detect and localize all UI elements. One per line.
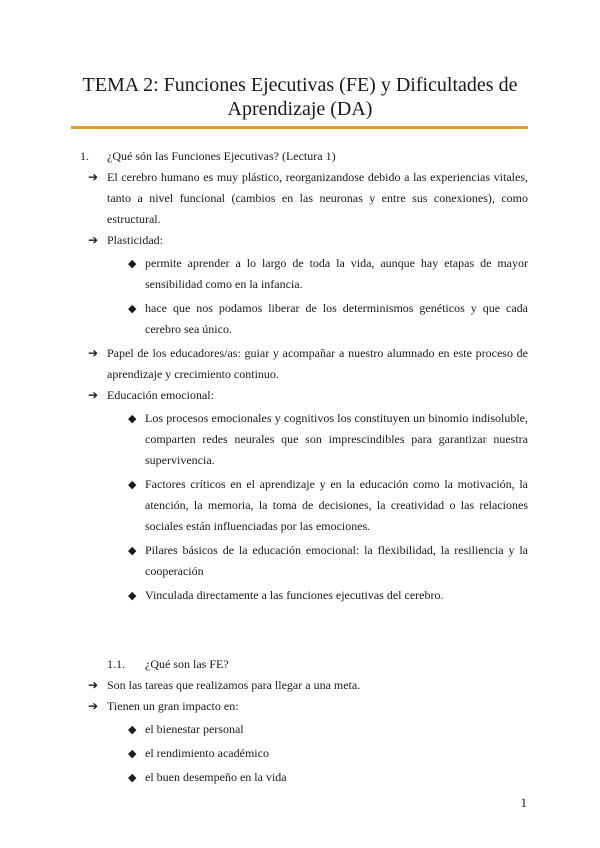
sub-list-item [0, 719, 600, 740]
sub-list-item [0, 408, 600, 471]
arrow-right-icon: ➔ [88, 678, 99, 692]
sub-list-item [0, 743, 600, 764]
list-item [0, 696, 600, 717]
diamond-bullet-icon: ◆ [128, 723, 137, 736]
list-item-text: Plasticidad: [107, 233, 163, 247]
list-item-text: Educación emocional: [107, 388, 214, 402]
sub-list-item-text: permite aprender a lo largo de toda la vida, aunque hay etapas de mayor sensibilidad como en la infancia. [145, 256, 528, 291]
arrow-right-icon: ➔ [88, 170, 99, 184]
section-number: 1. [80, 149, 89, 163]
list-item [0, 167, 600, 230]
page-number: 1 [520, 795, 527, 810]
diamond-bullet-icon: ◆ [128, 771, 137, 784]
sub-list-item [0, 767, 600, 788]
diamond-bullet-icon: ◆ [128, 544, 137, 557]
section-heading [0, 146, 600, 167]
subsection-number: 1.1. [107, 657, 125, 671]
sub-list-item-text: Vinculada directamente a las funciones ejecutivas del cerebro. [145, 588, 444, 602]
sub-list-item-text: Los procesos emocionales y cognitivos los constituyen un binomio indisoluble, comparten redes neurales que son imprescindibles para garantizar nuestra supervivencia. [145, 411, 528, 467]
arrow-right-icon: ➔ [88, 346, 99, 360]
list-item-text: Son las tareas que realizamos para llegar a una meta. [107, 678, 361, 692]
document-title: TEMA 2: Funciones Ejecutivas (FE) y Dificultades de Aprendizaje (DA) [82, 74, 518, 120]
sub-list-item [0, 298, 600, 340]
subsection-heading-text: ¿Qué son las FE? [145, 657, 229, 671]
sub-list-item-text: el rendimiento académico [145, 746, 269, 760]
list-item-text: El cerebro humano es muy plástico, reorganizandose debido a las experiencias vitales, tanto a nivel funcional (cambios en las neuronas y entre sus conexiones), como estructural. [107, 170, 528, 226]
sub-list-item-text: Pilares básicos de la educación emocional: la flexibilidad, la resiliencia y la cooperación [145, 543, 528, 578]
list-item-text: Tienen un gran impacto en: [107, 699, 239, 713]
list-item-text: Papel de los educadores/as: guiar y acompañar a nuestro alumnado en este proceso de aprendizaje y crecimiento continuo. [107, 346, 528, 381]
title-underline [71, 126, 528, 129]
list-item [0, 385, 600, 406]
subsection-heading [0, 654, 600, 675]
list-item [0, 230, 600, 251]
section-heading-text: ¿Qué són las Funciones Ejecutivas? (Lectura 1) [107, 149, 336, 163]
list-item [0, 675, 600, 696]
sub-list-item-text: Factores críticos en el aprendizaje y en la educación como la motivación, la atención, la memoria, la toma de decisiones, la creatividad o las relaciones sociales están influenciadas por las emociones. [145, 477, 528, 533]
list-item [0, 343, 600, 385]
arrow-right-icon: ➔ [88, 699, 99, 713]
sub-list-item [0, 474, 600, 537]
arrow-right-icon: ➔ [88, 388, 99, 402]
diamond-bullet-icon: ◆ [128, 589, 137, 602]
arrow-right-icon: ➔ [88, 233, 99, 247]
diamond-bullet-icon: ◆ [128, 302, 137, 315]
sub-list-item-text: el bienestar personal [145, 722, 244, 736]
diamond-bullet-icon: ◆ [128, 257, 137, 270]
sub-list-item-text: el buen desempeño en la vida [145, 770, 287, 784]
sub-list-item [0, 540, 600, 582]
sub-list-item [0, 253, 600, 295]
diamond-bullet-icon: ◆ [128, 478, 137, 491]
section-spacer [0, 609, 600, 654]
document-body [0, 146, 600, 791]
diamond-bullet-icon: ◆ [128, 412, 137, 425]
sub-list-item-text: hace que nos podamos liberar de los determinismos genéticos y que cada cerebro sea único. [145, 301, 528, 336]
sub-list-item [0, 585, 600, 606]
diamond-bullet-icon: ◆ [128, 747, 137, 760]
